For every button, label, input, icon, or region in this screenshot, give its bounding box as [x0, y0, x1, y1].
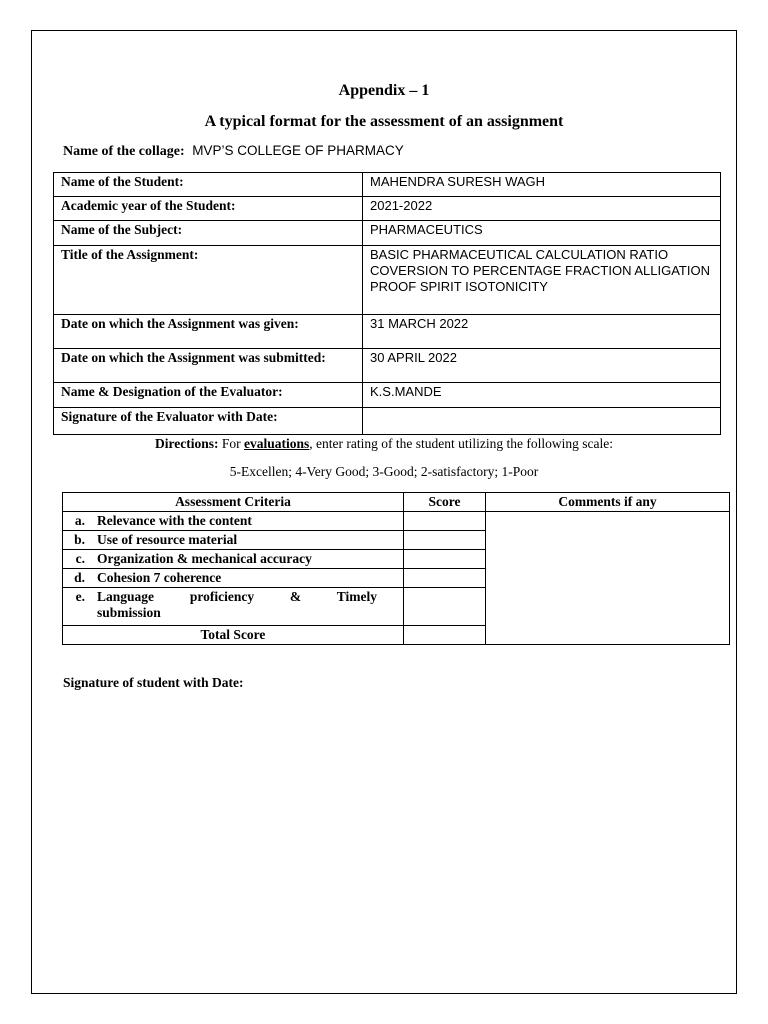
criteria-cell: [63, 588, 404, 626]
document-heading: A typical format for the assessment of an assignment: [204, 113, 564, 130]
info-value: 31 MARCH 2022: [363, 315, 721, 349]
student-info-table: [53, 172, 721, 435]
student-signature-label: Signature of student with Date:: [63, 675, 244, 690]
table-row: [54, 349, 721, 383]
criteria-letter: b.: [74, 532, 85, 547]
directions-post: , enter rating of the student utilizing the following scale:: [309, 436, 613, 451]
score-cell[interactable]: [404, 588, 486, 626]
info-value: 2021-2022: [363, 197, 721, 221]
total-score-label: Total Score: [63, 626, 404, 645]
college-line: [63, 143, 404, 160]
score-cell[interactable]: [404, 550, 486, 569]
assessment-table: [62, 492, 730, 645]
score-cell[interactable]: [404, 512, 486, 531]
info-label: Date on which the Assignment was given:: [54, 315, 363, 349]
info-value: MAHENDRA SURESH WAGH: [363, 173, 721, 197]
rating-scale: 5-Excellen; 4-Very Good; 3-Good; 2-satisfactory; 1-Poor: [229, 464, 539, 479]
criteria-letter: d.: [74, 570, 85, 585]
criteria-text: Relevance with the content: [97, 513, 252, 528]
table-row: [54, 383, 721, 408]
college-value: MVP’S COLLEGE OF PHARMACY: [192, 143, 404, 158]
table-row: [54, 173, 721, 197]
info-label: Name & Designation of the Evaluator:: [54, 383, 363, 408]
criteria-cell: [63, 512, 404, 531]
comments-header: Comments if any: [486, 493, 730, 512]
table-row: [54, 221, 721, 246]
table-row: [54, 315, 721, 349]
comments-cell[interactable]: [486, 512, 730, 645]
criteria-text: Cohesion 7 coherence: [97, 570, 222, 585]
info-label: Title of the Assignment:: [54, 246, 363, 315]
info-value: [363, 408, 721, 435]
criteria-letter: c.: [75, 551, 85, 566]
info-value: PHARMACEUTICS: [363, 221, 721, 246]
table-row: [63, 512, 730, 531]
criteria-text-line1: Language proficiency & Timely: [97, 589, 377, 604]
info-value: K.S.MANDE: [363, 383, 721, 408]
criteria-text: Organization & mechanical accuracy: [97, 551, 312, 566]
directions-pre: For: [221, 436, 241, 451]
info-label: Date on which the Assignment was submitted:: [54, 349, 363, 383]
table-row: [54, 246, 721, 315]
criteria-letter: e.: [75, 589, 85, 604]
criteria-cell: [63, 550, 404, 569]
table-row: [54, 408, 721, 435]
info-label: Academic year of the Student:: [54, 197, 363, 221]
college-label: Name of the collage:: [63, 144, 185, 159]
directions-line: [0, 436, 768, 452]
info-value: BASIC PHARMACEUTICAL CALCULATION RATIO COVERSION TO PERCENTAGE FRACTION ALLIGATION PROOF SPIRIT ISOTONICITY: [363, 246, 721, 315]
info-label: Name of the Subject:: [54, 221, 363, 246]
directions-emphasis: evaluations: [244, 436, 310, 451]
table-header-row: [63, 493, 730, 512]
criteria-header: Assessment Criteria: [63, 493, 404, 512]
info-label: Name of the Student:: [54, 173, 363, 197]
criteria-text-block: [97, 589, 377, 621]
criteria-text-line2: submission: [97, 605, 161, 620]
criteria-cell: [63, 569, 404, 588]
appendix-title: Appendix – 1: [338, 82, 430, 99]
table-row: [54, 197, 721, 221]
criteria-letter: a.: [74, 513, 85, 528]
score-cell[interactable]: [404, 531, 486, 550]
directions-label: Directions:: [155, 436, 219, 451]
total-score-cell[interactable]: [404, 626, 486, 645]
score-header: Score: [404, 493, 486, 512]
score-cell[interactable]: [404, 569, 486, 588]
criteria-text: Use of resource material: [97, 532, 238, 547]
info-value: 30 APRIL 2022: [363, 349, 721, 383]
criteria-cell: [63, 531, 404, 550]
info-label: Signature of the Evaluator with Date:: [54, 408, 363, 435]
